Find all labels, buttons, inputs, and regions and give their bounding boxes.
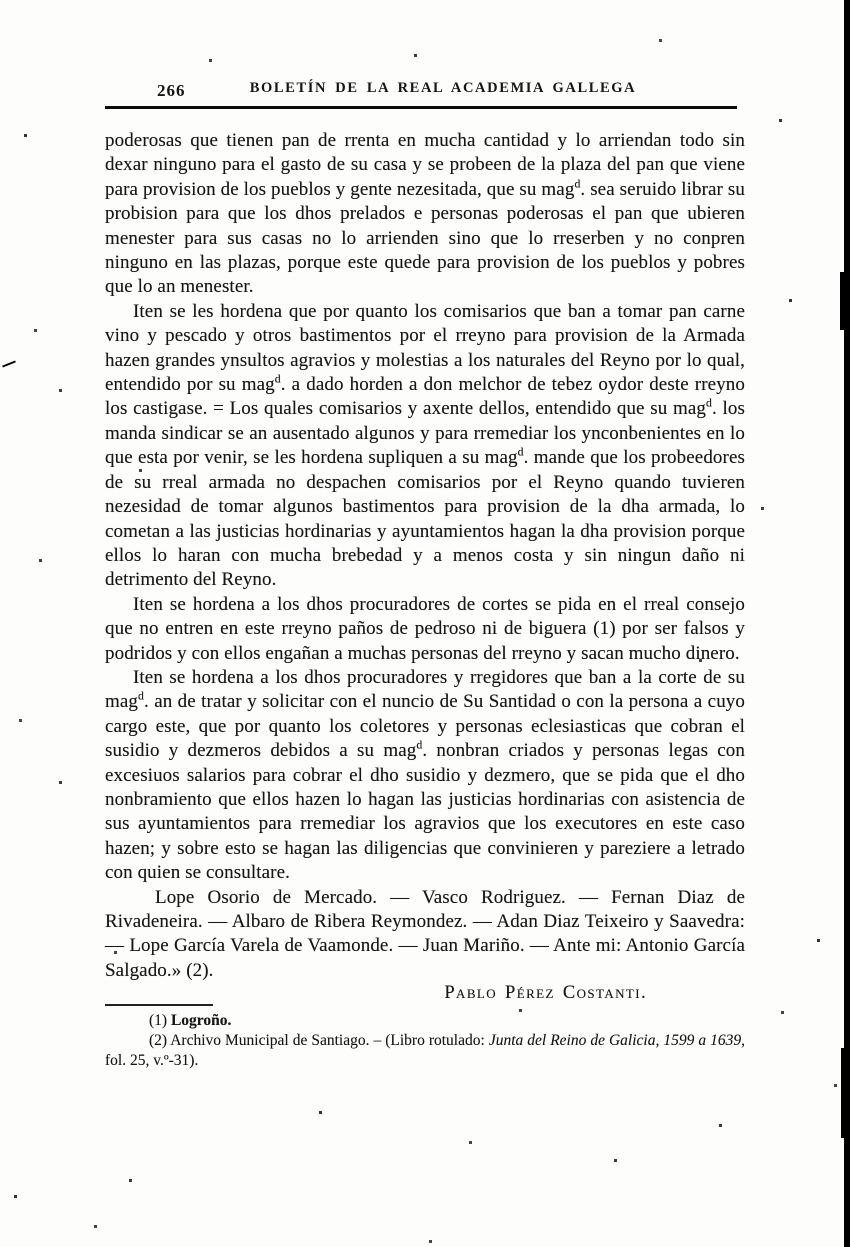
paragraph-4: Iten se hordena a los dhos procuradores y rregidores que ban a la corte de su mag$^d$. an de tratar y solicitar con el nuncio de Su Santidad o con la persona a cuyo cargo este, que por quanto los coletores y personas eclesiasticas que cobran el susidio y dezmeros debidos a su mag$^d$. nonbran criados y personas legas con excesiuos salarios para cobrar el dho susidio y dezmero, que se pida que el dho nonbramiento que ellos hazen lo hagan las justicias hordinarias con asistencia de sus ayuntamientos para rremediar los agravios que los executores en este caso hazen; y sobre esto se hagan las diligencias que convinieren y pareziere a letrado con quien se consultare. [105,666,745,884]
signature-row [105,981,745,1009]
footnote-1: (1) Logroño. [149,1012,232,1030]
paragraph-2: Iten se les hordena que por quanto los comisarios que ban a tomar pan carne vino y pescado y otros bastimentos por el rreyno para provision de la Armada hazen grandes ynsultos agravios y molestias a los naturales del Reyno por lo qual, entendido por su mag$^d$. a dado horden a don melchor de tebez oydor deste rreyno los castigase. = Los quales comisarios y axente dellos, entendido que su mag$^d$. los manda sindicar se an ausentado algunos y para rremediar los ynconbenientes en lo que esta por venir, se les hordena supliquen a su mag$^d$. mande que los probeedores de su rreal armada no despachen comisarios por el Reyno quando tuvieren nezesidad de tomar algunos bastimentos para provision de la dha armada, lo cometan a las justicias hordinarias y ayuntamientos hagan la dha provision porque ellos lo haran con mucha brebedad y a menos costa y sin ningun daño ni detrimento del Reyno. [105,300,745,591]
text-block [105,80,745,1071]
footnote-separator-rule [105,1004,213,1006]
page-header [105,80,745,101]
body-text [105,129,745,983]
footnote-2: (2) Archivo Municipal de Santiago. – (Libro rotulado: Junta del Reino de Galicia, 1599 a 1639, fol. 25, v.º-31). [105,1032,745,1070]
author-signature: Pablo Pérez Costanti. [444,983,647,1004]
footnotes [105,1011,745,1071]
journal-title: BOLETÍN DE LA REAL ACADEMIA GALLEGA [249,80,637,96]
paragraph-3: Iten se hordena a los dhos procuradores de cortes se pida en el rreal consejo que no entren en este rreyno paños de pedroso ni de biguera (1) por ser falsos y podridos y con ellos engañan a muchas personas del rreyno y sacan mucho dinero. [105,593,745,664]
scan-stray-mark [2,360,16,367]
header-rule [105,106,737,109]
scan-noise-specks [0,0,1,1]
paragraph-signatories: Lope Osorio de Mercado. — Vasco Rodriguez. — Fernan Diaz de Rivadeneira. — Albaro de Ribera Reymondez. — Adan Diaz Teixeiro y Saavedra: — Lope García Varela de Vaamonde. — Juan Mariño. — Ante mi: Antonio García Salgado.» (2). [105,886,745,981]
paragraph-1: poderosas que tienen pan de rrenta en mucha cantidad y lo arriendan todo sin dexar ninguno para el gasto de su casa y se probeen de la plaza del pan que viene para provision de los pueblos y gente nezesitada, que su mag$^d$. sea seruido librar su probision para que los dhos prelados e personas poderosas el pan que ubieren menester para sus casas no lo arrienden sino que lo rreserben y no conpren ninguno en las plazas, porque este quede para provision de los pueblos y pobres que lo an menester. [105,130,745,298]
scan-edge-blob [841,1048,850,1138]
scan-edge-blob [840,272,850,330]
page-number: 266 [157,81,186,100]
